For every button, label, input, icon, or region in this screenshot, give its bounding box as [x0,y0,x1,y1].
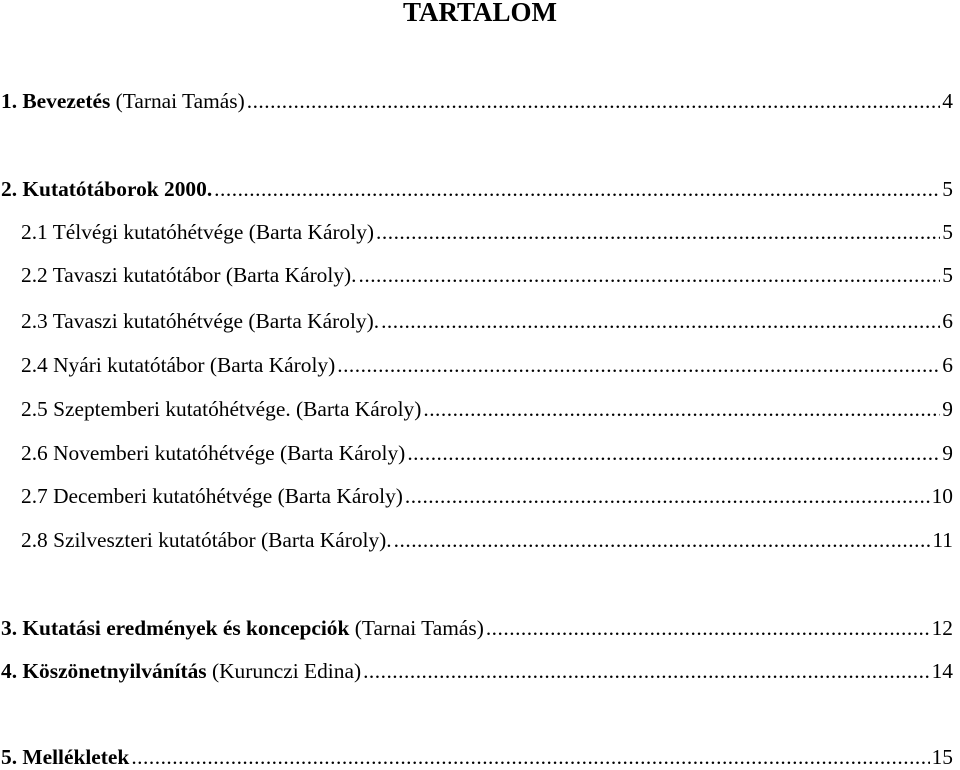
toc-entry-heading: Mellékletek [22,745,130,769]
dot-leader [247,88,941,114]
toc-entry-number: 1. [1,89,18,113]
toc-entry-3[interactable] [1,615,953,641]
toc-entry-author: (Kurunczi Edina) [211,659,362,683]
dot-leader [363,658,930,684]
toc-subentry-2-7[interactable] [21,483,953,509]
dot-leader [337,352,940,378]
toc-subentry-2-4[interactable] [21,352,953,378]
toc-entry-label [1,88,245,114]
toc-entry-heading: Kutatótáborok 2000. [22,177,213,201]
toc-entry-label: 2.2 Tavaszi kutatótábor (Barta Károly). [21,263,357,287]
toc-page-number: 5 [942,177,953,201]
toc-entry-number: 4. [1,659,18,683]
toc-page-number: 6 [942,353,953,377]
toc-page-number: 9 [942,397,953,421]
toc-entry-label: 2.6 Novemberi kutatóhétvége (Barta Károly) [21,441,406,465]
dot-leader [423,396,940,422]
toc-page-number: 5 [942,263,953,287]
toc-page-number: 12 [931,616,953,640]
toc-entry-5[interactable] [1,744,953,770]
toc-page-number: 9 [942,441,953,465]
dot-leader [407,440,940,466]
toc-entry-label [1,615,484,641]
toc-entry-label [1,176,212,202]
toc-entry-label: 2.1 Télvégi kutatóhétvége (Barta Károly) [21,220,375,244]
toc-entry-label: 2.7 Decemberi kutatóhétvége (Barta Károly) [21,484,403,508]
dot-leader [214,176,940,202]
toc-entry-4[interactable] [1,658,953,684]
toc-entry-heading: Kutatási eredmények és koncepciók [22,616,350,640]
toc-subentry-2-1[interactable] [21,219,953,245]
toc-entry-label: 2.3 Tavaszi kutatóhétvége (Barta Károly). [21,309,380,333]
toc-entry-number: 3. [1,616,18,640]
toc-page-number: 10 [931,484,953,508]
toc-entry-author: (Tarnai Tamás) [354,616,484,640]
toc-entry-heading: Köszönetnyilvánítás [22,659,207,683]
toc-page-number: 5 [942,220,953,244]
toc-entry-label [1,658,361,684]
dot-leader [394,527,931,553]
toc-entry-label [1,744,129,770]
toc-entry-number: 5. [1,745,18,769]
toc-subentry-2-8[interactable] [21,527,953,553]
toc-subentry-2-5[interactable] [21,396,953,422]
toc-page-number: 6 [942,309,953,333]
toc-entry-heading: Bevezetés [22,89,111,113]
toc-entry-number: 2. [1,177,18,201]
toc-entry-label: 2.5 Szeptemberi kutatóhétvége. (Barta Károly) [21,397,422,421]
toc-page-number: 4 [942,89,953,113]
toc-subentry-2-6[interactable] [21,440,953,466]
toc-entry-author: (Tarnai Tamás) [115,89,245,113]
dot-leader [131,744,929,770]
toc-entry-2[interactable] [1,176,953,202]
toc-entry-label: 2.4 Nyári kutatótábor (Barta Károly) [21,353,336,377]
toc-page-number: 14 [931,659,953,683]
dot-leader [405,483,930,509]
toc-page-number: 11 [932,528,953,552]
dot-leader [381,308,940,334]
toc-page-number: 15 [931,745,953,769]
toc-subentry-2-2[interactable] [21,262,953,288]
dot-leader [359,262,941,288]
page-title: TARTALOM [402,0,558,27]
toc-entry-1[interactable] [1,88,953,114]
dot-leader [486,615,930,641]
toc-entry-label: 2.8 Szilveszteri kutatótábor (Barta Károly). [21,528,392,552]
toc-subentry-2-3[interactable] [21,308,953,334]
dot-leader [376,219,940,245]
